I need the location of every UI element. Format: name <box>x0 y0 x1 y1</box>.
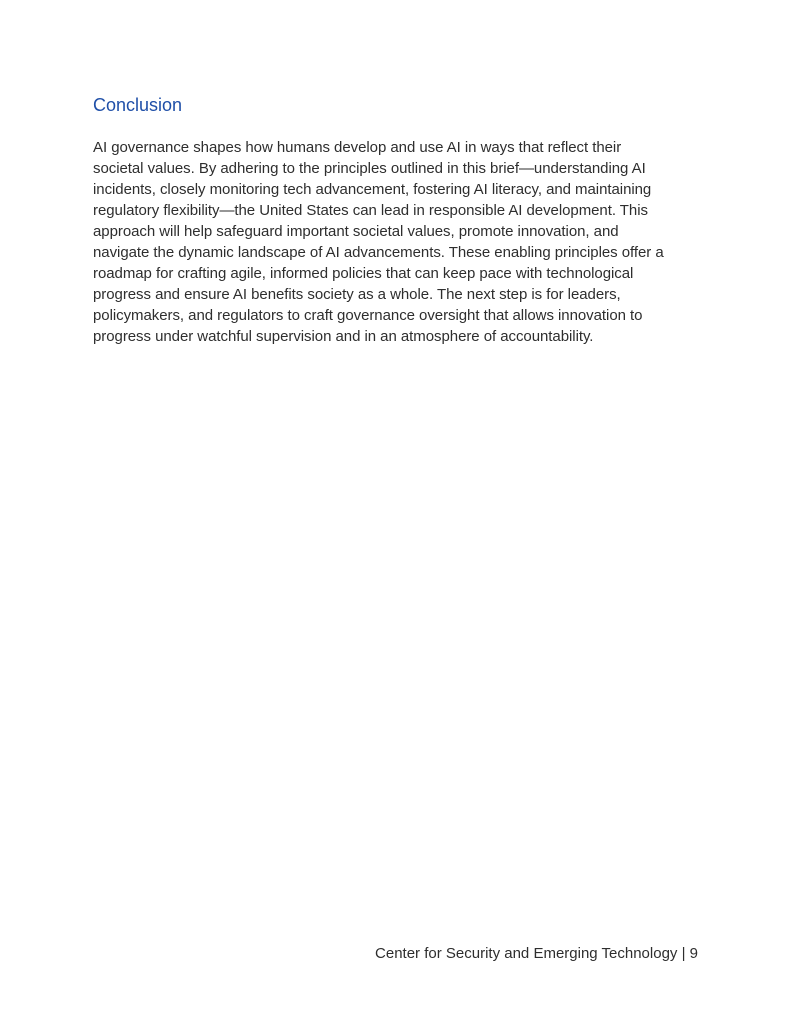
paragraph-line: societal values. By adhering to the principles outlined in this brief—understanding AI <box>93 160 646 177</box>
paragraph-line: approach will help safeguard important societal values, promote innovation, and <box>93 223 619 240</box>
paragraph-line: progress under watchful supervision and in an atmosphere of accountability. <box>93 328 594 345</box>
paragraph-line: AI governance shapes how humans develop and use AI in ways that reflect their <box>93 139 622 156</box>
paragraph-line: regulatory flexibility—the United States can lead in responsible AI development. This <box>93 202 648 219</box>
page-footer: Center for Security and Emerging Technology | 9 <box>375 945 698 962</box>
paragraph-line: incidents, closely monitoring tech advancement, fostering AI literacy, and maintaining <box>93 181 652 198</box>
section-heading: Conclusion <box>93 95 183 115</box>
paragraph-line: progress and ensure AI benefits society as a whole. The next step is for leaders, <box>93 286 621 303</box>
conclusion-paragraph <box>93 137 698 347</box>
paragraph-line: roadmap for crafting agile, informed policies that can keep pace with technological <box>93 265 634 282</box>
paragraph-line: navigate the dynamic landscape of AI advancements. These enabling principles offer a <box>93 244 664 261</box>
paragraph-line: policymakers, and regulators to craft governance oversight that allows innovation to <box>93 307 643 324</box>
